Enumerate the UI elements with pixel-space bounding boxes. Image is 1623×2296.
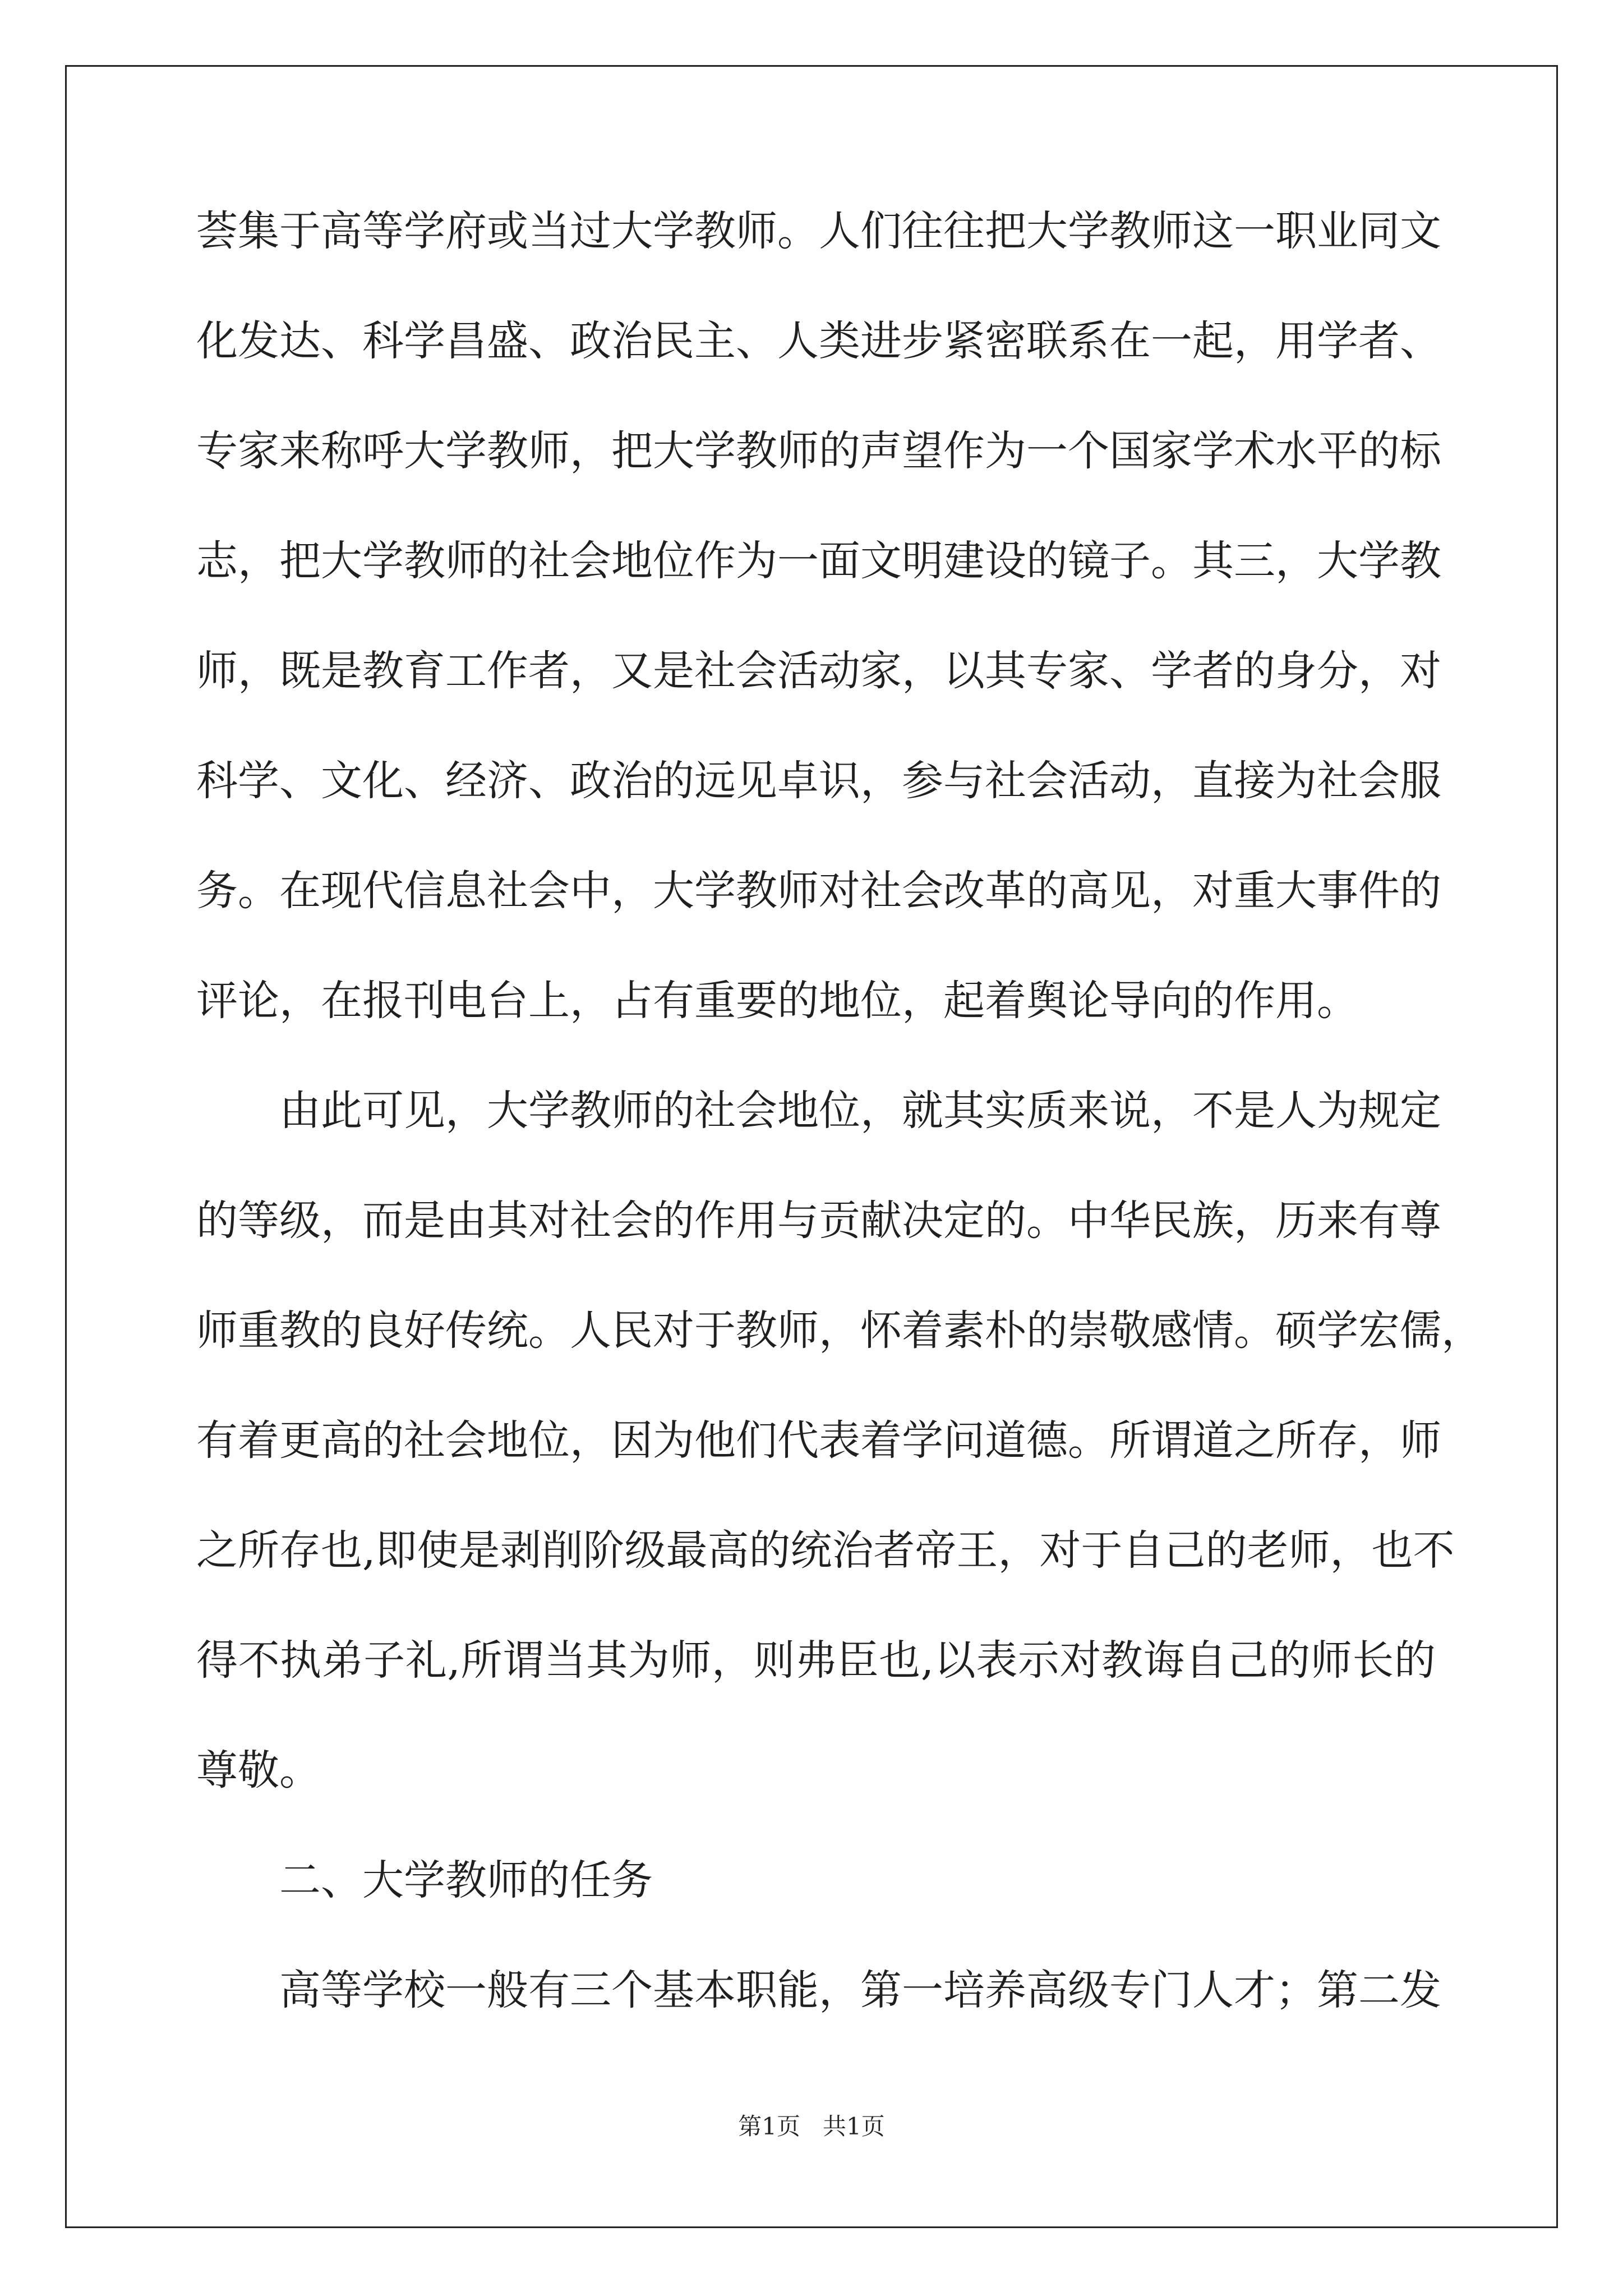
text-line: 荟集于高等学府或当过大学教师。人们往往把大学教师这一职业同文 — [196, 207, 1441, 255]
text-line: 评论，在报刊电台上，占有重要的地位，起着舆论导向的作用。 — [196, 977, 1358, 1025]
text-line: 师，既是教育工作者，又是社会活动家，以其专家、学者的身分，对 — [196, 647, 1441, 695]
paragraph-first-line: 高等学校一般有三个基本职能，第一培养高级专门人才；第二发 — [279, 1966, 1441, 2014]
text-line: 尊敬。 — [196, 1746, 321, 1795]
text-line: 师重教的良好传统。人民对于教师，怀着素朴的崇敬感情。硕学宏儒， — [196, 1306, 1483, 1355]
page-number-footer: 第1页 共1页 — [738, 2113, 885, 2140]
text-line: 专家来称呼大学教师，把大学教师的声望作为一个国家学术水平的标 — [196, 427, 1441, 475]
document-body — [196, 207, 1483, 2079]
text-line: 志，把大学教师的社会地位作为一面文明建设的镜子。其三，大学教 — [196, 537, 1441, 585]
text-line: 的等级，而是由其对社会的作用与贡献决定的。中华民族，历来有尊 — [196, 1197, 1441, 1245]
text-line: 化发达、科学昌盛、政治民主、人类进步紧密联系在一起，用学者、 — [196, 317, 1441, 365]
text-line: 之所存也,即使是剥削阶级最高的统治者帝王，对于自己的老师，也不 — [196, 1526, 1455, 1575]
text-line: 科学、文化、经济、政治的远见卓识，参与社会活动，直接为社会服 — [196, 757, 1441, 805]
section-heading: 二、大学教师的任务 — [279, 1856, 653, 1904]
text-line: 得不执弟子礼,所谓当其为师，则弗臣也,以表示对教诲自己的师长的 — [196, 1636, 1436, 1685]
text-line: 有着更高的社会地位，因为他们代表着学问道德。所谓道之所存，师 — [196, 1416, 1441, 1465]
paragraph-first-line: 由此可见，大学教师的社会地位，就其实质来说，不是人为规定 — [279, 1087, 1441, 1135]
text-line: 务。在现代信息社会中，大学教师对社会改革的高见，对重大事件的 — [196, 867, 1441, 915]
